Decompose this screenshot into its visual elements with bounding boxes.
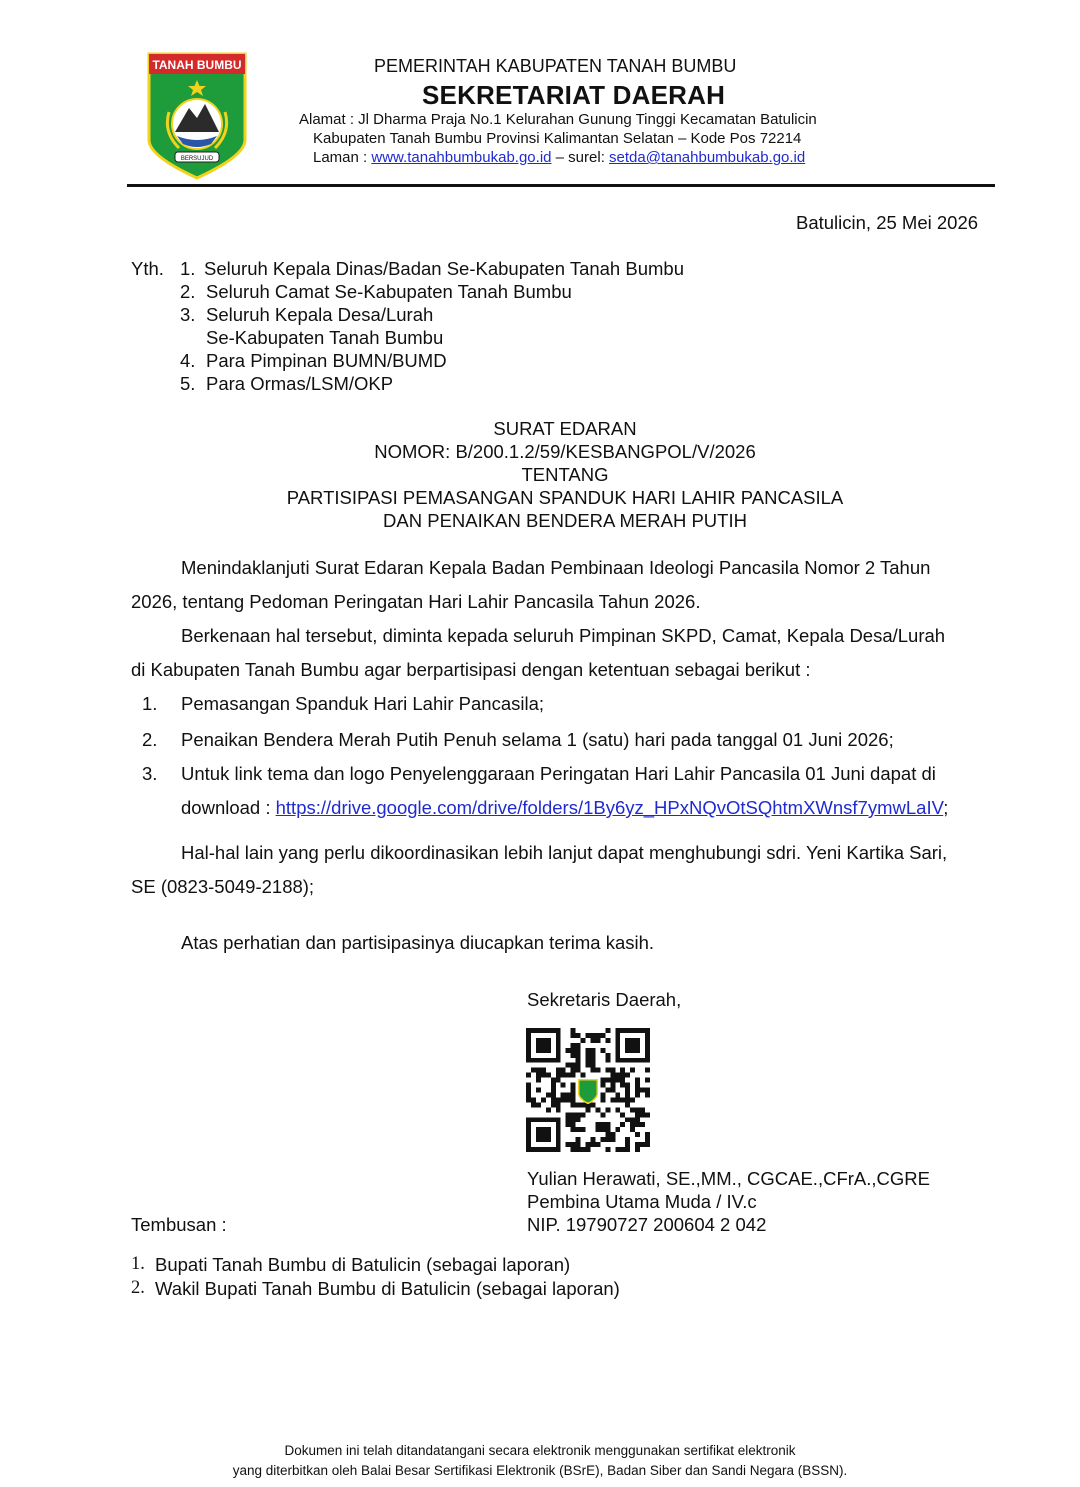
tembusan-label: Tembusan : (131, 1214, 227, 1235)
list-item-text: Penaikan Bendera Merah Putih Penuh selama 1 (satu) hari pada tanggal 01 Juni 2026; (181, 729, 894, 750)
email-prefix: – surel: (551, 149, 610, 166)
web-prefix: Laman : (313, 149, 372, 166)
recipient-text: Seluruh Kepala Desa/Lurah (206, 304, 434, 325)
signatory-rank: Pembina Utama Muda / IV.c (527, 1191, 757, 1212)
government-name: PEMERINTAH KABUPATEN TANAH BUMBU (374, 56, 737, 76)
drive-folder-link[interactable]: https://drive.google.com/drive/folders/1By6yz_HPxNQvOtSQhtmXWnsf7ymwLaIV (275, 797, 944, 818)
letterhead-divider (127, 184, 995, 187)
tembusan-item: Bupati Tanah Bumbu di Batulicin (sebagai laporan) (155, 1254, 571, 1275)
email-link[interactable]: setda@tanahbumbukab.go.id (609, 149, 806, 166)
recipients-prefix: Yth. (131, 258, 164, 279)
recipient-text: Se-Kabupaten Tanah Bumbu (206, 327, 444, 348)
address-line-1: Alamat : Jl Dharma Praja No.1 Kelurahan Gunung Tinggi Kecamatan Batulicin (299, 111, 817, 128)
recipient-text: Para Ormas/LSM/OKP (206, 373, 394, 394)
paragraph-1-line-1: Menindaklanjuti Surat Edaran Kepala Badan Pembinaan Ideologi Pancasila Nomor 2 Tahun (181, 557, 931, 578)
letter-date: Batulicin, 25 Mei 2026 (796, 212, 979, 233)
regency-emblem-logo (145, 52, 249, 180)
contact-line (313, 149, 805, 166)
signatory-title: Sekretaris Daerah, (527, 989, 682, 1010)
paragraph-3-line-2: SE (0823-5049-2188); (131, 876, 315, 897)
footer-esign-line-2: yang diterbitkan oleh Balai Besar Sertifikasi Elektronik (BSrE), Badan Siber dan Sandi Negara (BSSN). (232, 1463, 848, 1478)
recipient-num: 3. (180, 304, 196, 325)
download-prefix: download : (181, 797, 276, 818)
paragraph-3-line-1: Hal-hal lain yang perlu dikoordinasikan lebih lanjut dapat menghubungi sdri. Yeni Kartika Sari, (181, 842, 948, 863)
recipient-num: 2. (180, 281, 196, 302)
list-item-3-continuation (181, 797, 948, 819)
recipient-num: 5. (180, 373, 196, 394)
list-item-num: 3. (142, 763, 158, 784)
office-name: SEKRETARIAT DAERAH (422, 80, 726, 110)
footer-esign-line-1: Dokumen ini telah ditandatangani secara elektronik menggunakan sertifikat elektronik (284, 1443, 796, 1458)
signature-qr-code (526, 1028, 650, 1152)
list-item-text: Untuk link tema dan logo Penyelenggaraan Peringatan Hari Lahir Pancasila 01 Juni dapat di (181, 763, 936, 784)
closing-sentence: Atas perhatian dan partisipasinya diucapkan terima kasih. (181, 932, 655, 953)
recipient-num: 4. (180, 350, 196, 371)
list-item-num: 2. (142, 729, 158, 750)
recipient-num: 1. (180, 258, 196, 279)
paragraph-2-line-1: Berkenaan hal tersebut, diminta kepada seluruh Pimpinan SKPD, Camat, Kepala Desa/Lurah (181, 625, 946, 646)
tembusan-num: 2. (131, 1278, 145, 1298)
logo-label: TANAH BUMBU (152, 58, 242, 72)
tembusan-item: Wakil Bupati Tanah Bumbu di Batulicin (sebagai laporan) (155, 1278, 620, 1299)
title-subject-2: DAN PENAIKAN BENDERA MERAH PUTIH (383, 510, 747, 531)
qr-center-emblem-icon (579, 1080, 598, 1104)
recipient-text: Seluruh Kepala Dinas/Badan Se-Kabupaten Tanah Bumbu (204, 258, 684, 279)
recipient-text: Seluruh Camat Se-Kabupaten Tanah Bumbu (206, 281, 572, 302)
signatory-nip: NIP. 19790727 200604 2 042 (527, 1214, 767, 1235)
recipient-text: Para Pimpinan BUMN/BUMD (206, 350, 447, 371)
title-line-3: TENTANG (521, 464, 609, 485)
title-number: NOMOR: B/200.1.2/59/KESBANGPOL/V/2026 (374, 441, 756, 462)
list-item-text: Pemasangan Spanduk Hari Lahir Pancasila; (181, 693, 545, 714)
website-link[interactable]: www.tanahbumbukab.go.id (371, 149, 552, 166)
title-line-1: SURAT EDARAN (493, 418, 637, 439)
list-item-num: 1. (142, 693, 158, 714)
tembusan-num: 1. (131, 1254, 145, 1274)
signatory-name: Yulian Herawati, SE.,MM., CGCAE.,CFrA.,CGRE (527, 1168, 930, 1189)
address-line-2: Kabupaten Tanah Bumbu Provinsi Kalimantan Selatan – Kode Pos 72214 (313, 130, 802, 147)
paragraph-2-line-2: di Kabupaten Tanah Bumbu agar berpartisipasi dengan ketentuan sebagai berikut : (131, 659, 811, 680)
item-3-suffix: ; (943, 797, 949, 818)
paragraph-1-line-2: 2026, tentang Pedoman Peringatan Hari Lahir Pancasila Tahun 2026. (131, 591, 701, 612)
logo-banner: BERSUJUD (180, 156, 214, 162)
title-subject-1: PARTISIPASI PEMASANGAN SPANDUK HARI LAHIR PANCASILA (286, 487, 844, 508)
